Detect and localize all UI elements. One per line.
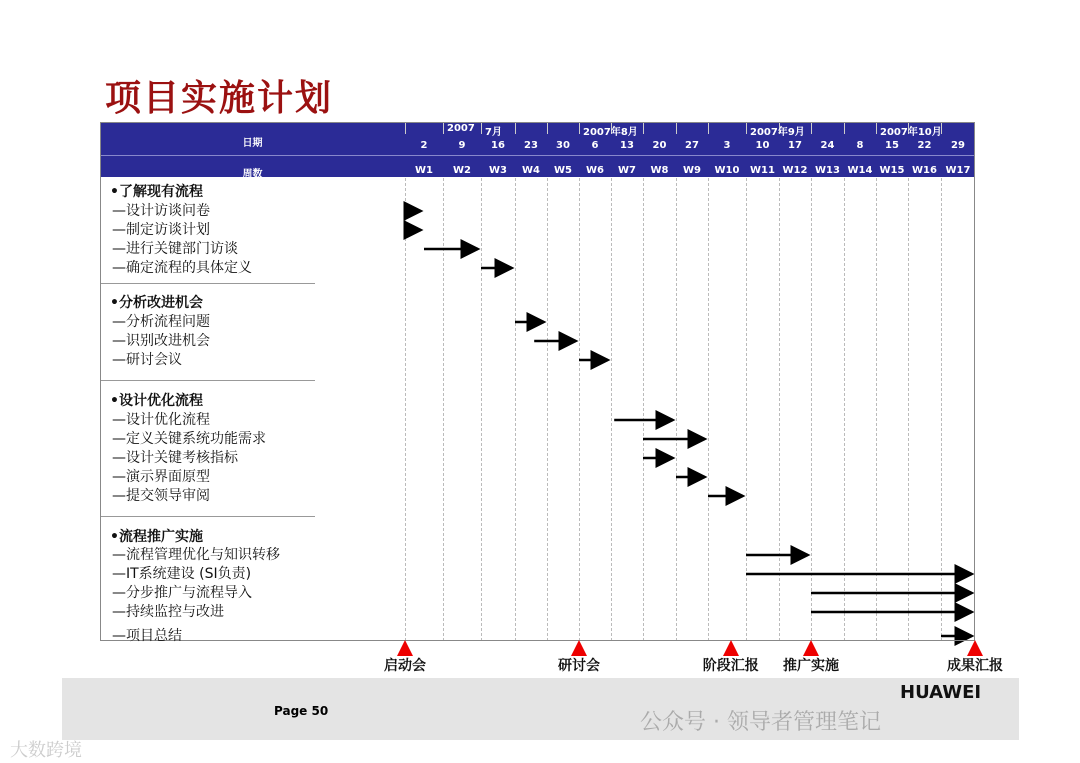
day-label: 15 — [885, 140, 899, 151]
task-label: —流程管理优化与知识转移 — [112, 547, 280, 563]
day-label: 10 — [755, 140, 770, 151]
day-label: 3 — [723, 140, 731, 151]
week-label: 周数 — [242, 169, 263, 180]
task-label: —分步推广与流程导入 — [112, 585, 252, 601]
day-label: 27 — [685, 140, 699, 151]
day-label: 13 — [620, 140, 634, 151]
grid-line — [876, 178, 877, 641]
week-number: W10 — [714, 165, 740, 176]
day-label: 9 — [458, 140, 466, 151]
section-divider — [100, 380, 315, 381]
grid-line — [547, 178, 548, 641]
header-divider — [100, 155, 975, 156]
grid-line — [443, 178, 444, 641]
task-label: —制定访谈计划 — [112, 222, 210, 238]
col-divider — [643, 122, 644, 134]
week-number: W13 — [815, 165, 840, 176]
grid-line — [481, 178, 482, 641]
page-number: Page 50 — [274, 704, 329, 718]
milestone-label: 启动会 — [384, 658, 426, 674]
grid-line — [908, 178, 909, 641]
milestone-triangle-icon — [397, 640, 413, 656]
watermark-corner: 大数跨境 — [10, 740, 82, 761]
day-label: 2 — [420, 140, 428, 151]
week-number: W7 — [618, 165, 636, 176]
grid-line — [611, 178, 612, 641]
milestone-label: 推广实施 — [783, 658, 839, 674]
milestone-triangle-icon — [803, 640, 819, 656]
col-divider — [579, 122, 580, 134]
task-label: —IT系统建设 (SI负责) — [112, 566, 252, 582]
section-heading: •流程推广实施 — [110, 529, 203, 545]
month-label: 7月 — [485, 127, 502, 138]
grid-line — [676, 178, 677, 641]
grid-line — [579, 178, 580, 641]
grid-line — [811, 178, 812, 641]
page-title: 项目实施计划 — [105, 78, 334, 119]
day-label: 17 — [788, 140, 802, 151]
day-label: 23 — [524, 140, 538, 151]
milestone-label: 成果汇报 — [947, 658, 1003, 674]
col-divider — [443, 122, 444, 134]
week-number: W2 — [453, 165, 471, 176]
task-label: —确定流程的具体定义 — [112, 260, 252, 276]
date-label: 日期 — [242, 138, 263, 149]
col-divider — [676, 122, 677, 134]
task-label: —设计访谈问卷 — [112, 203, 210, 219]
day-label: 20 — [652, 140, 667, 151]
col-divider — [481, 122, 482, 134]
task-label: —定义关键系统功能需求 — [112, 431, 266, 447]
week-number: W8 — [650, 165, 669, 176]
task-label: —持续监控与改进 — [112, 604, 224, 620]
grid-line — [746, 178, 747, 641]
col-divider — [746, 122, 747, 134]
week-number: W14 — [847, 165, 873, 176]
day-label: 6 — [591, 140, 599, 151]
grid-line — [941, 178, 942, 641]
task-label: —进行关键部门访谈 — [112, 241, 238, 257]
section-heading: •设计优化流程 — [110, 393, 203, 409]
day-label: 8 — [856, 140, 864, 151]
milestone-triangle-icon — [571, 640, 587, 656]
day-label: 29 — [951, 140, 965, 151]
month-label: 2007 — [447, 123, 475, 134]
milestone-triangle-icon — [967, 640, 983, 656]
task-label: —设计关键考核指标 — [112, 450, 238, 466]
task-label: —设计优化流程 — [112, 412, 210, 428]
week-number: W4 — [522, 165, 540, 176]
week-number: W11 — [750, 165, 775, 176]
task-label: —研讨会议 — [112, 352, 182, 368]
task-label: —提交领导审阅 — [112, 488, 210, 504]
grid-line — [779, 178, 780, 641]
month-label: 2007年8月 — [583, 127, 638, 138]
task-label: —分析流程问题 — [112, 314, 210, 330]
week-number: W5 — [554, 165, 572, 176]
col-divider — [811, 122, 812, 134]
week-number: W12 — [782, 165, 808, 176]
task-label: —项目总结 — [112, 628, 182, 644]
month-label: 2007年9月 — [750, 127, 805, 138]
section-heading: •了解现有流程 — [110, 184, 203, 200]
day-label: 22 — [917, 140, 932, 151]
col-divider — [405, 122, 406, 134]
col-divider — [708, 122, 709, 134]
week-number: W1 — [415, 165, 433, 176]
task-label: —识别改进机会 — [112, 333, 210, 349]
week-number: W6 — [586, 165, 604, 176]
milestone-triangle-icon — [723, 640, 739, 656]
grid-line — [844, 178, 845, 641]
week-number: W16 — [912, 165, 937, 176]
day-label: 16 — [491, 140, 505, 151]
watermark: 公众号 · 领导者管理笔记 — [640, 710, 881, 735]
section-divider — [100, 516, 315, 517]
grid-line — [643, 178, 644, 641]
milestone-label: 研讨会 — [558, 658, 600, 674]
grid-line — [405, 178, 406, 641]
col-divider — [876, 122, 877, 134]
col-divider — [844, 122, 845, 134]
day-label: 24 — [820, 140, 835, 151]
grid-line — [708, 178, 709, 641]
month-label: 2007年10月 — [880, 127, 942, 138]
week-number: W3 — [489, 165, 507, 176]
week-number: W15 — [879, 165, 905, 176]
col-divider — [547, 122, 548, 134]
day-label: 30 — [556, 140, 570, 151]
week-number: W9 — [683, 165, 701, 176]
section-heading: •分析改进机会 — [110, 295, 203, 311]
task-label: —演示界面原型 — [112, 469, 210, 485]
milestone-label: 阶段汇报 — [702, 658, 759, 674]
grid-line — [515, 178, 516, 641]
huawei-logo: HUAWEI — [900, 682, 982, 703]
section-divider — [100, 283, 315, 284]
week-number: W17 — [945, 165, 971, 176]
col-divider — [515, 122, 516, 134]
